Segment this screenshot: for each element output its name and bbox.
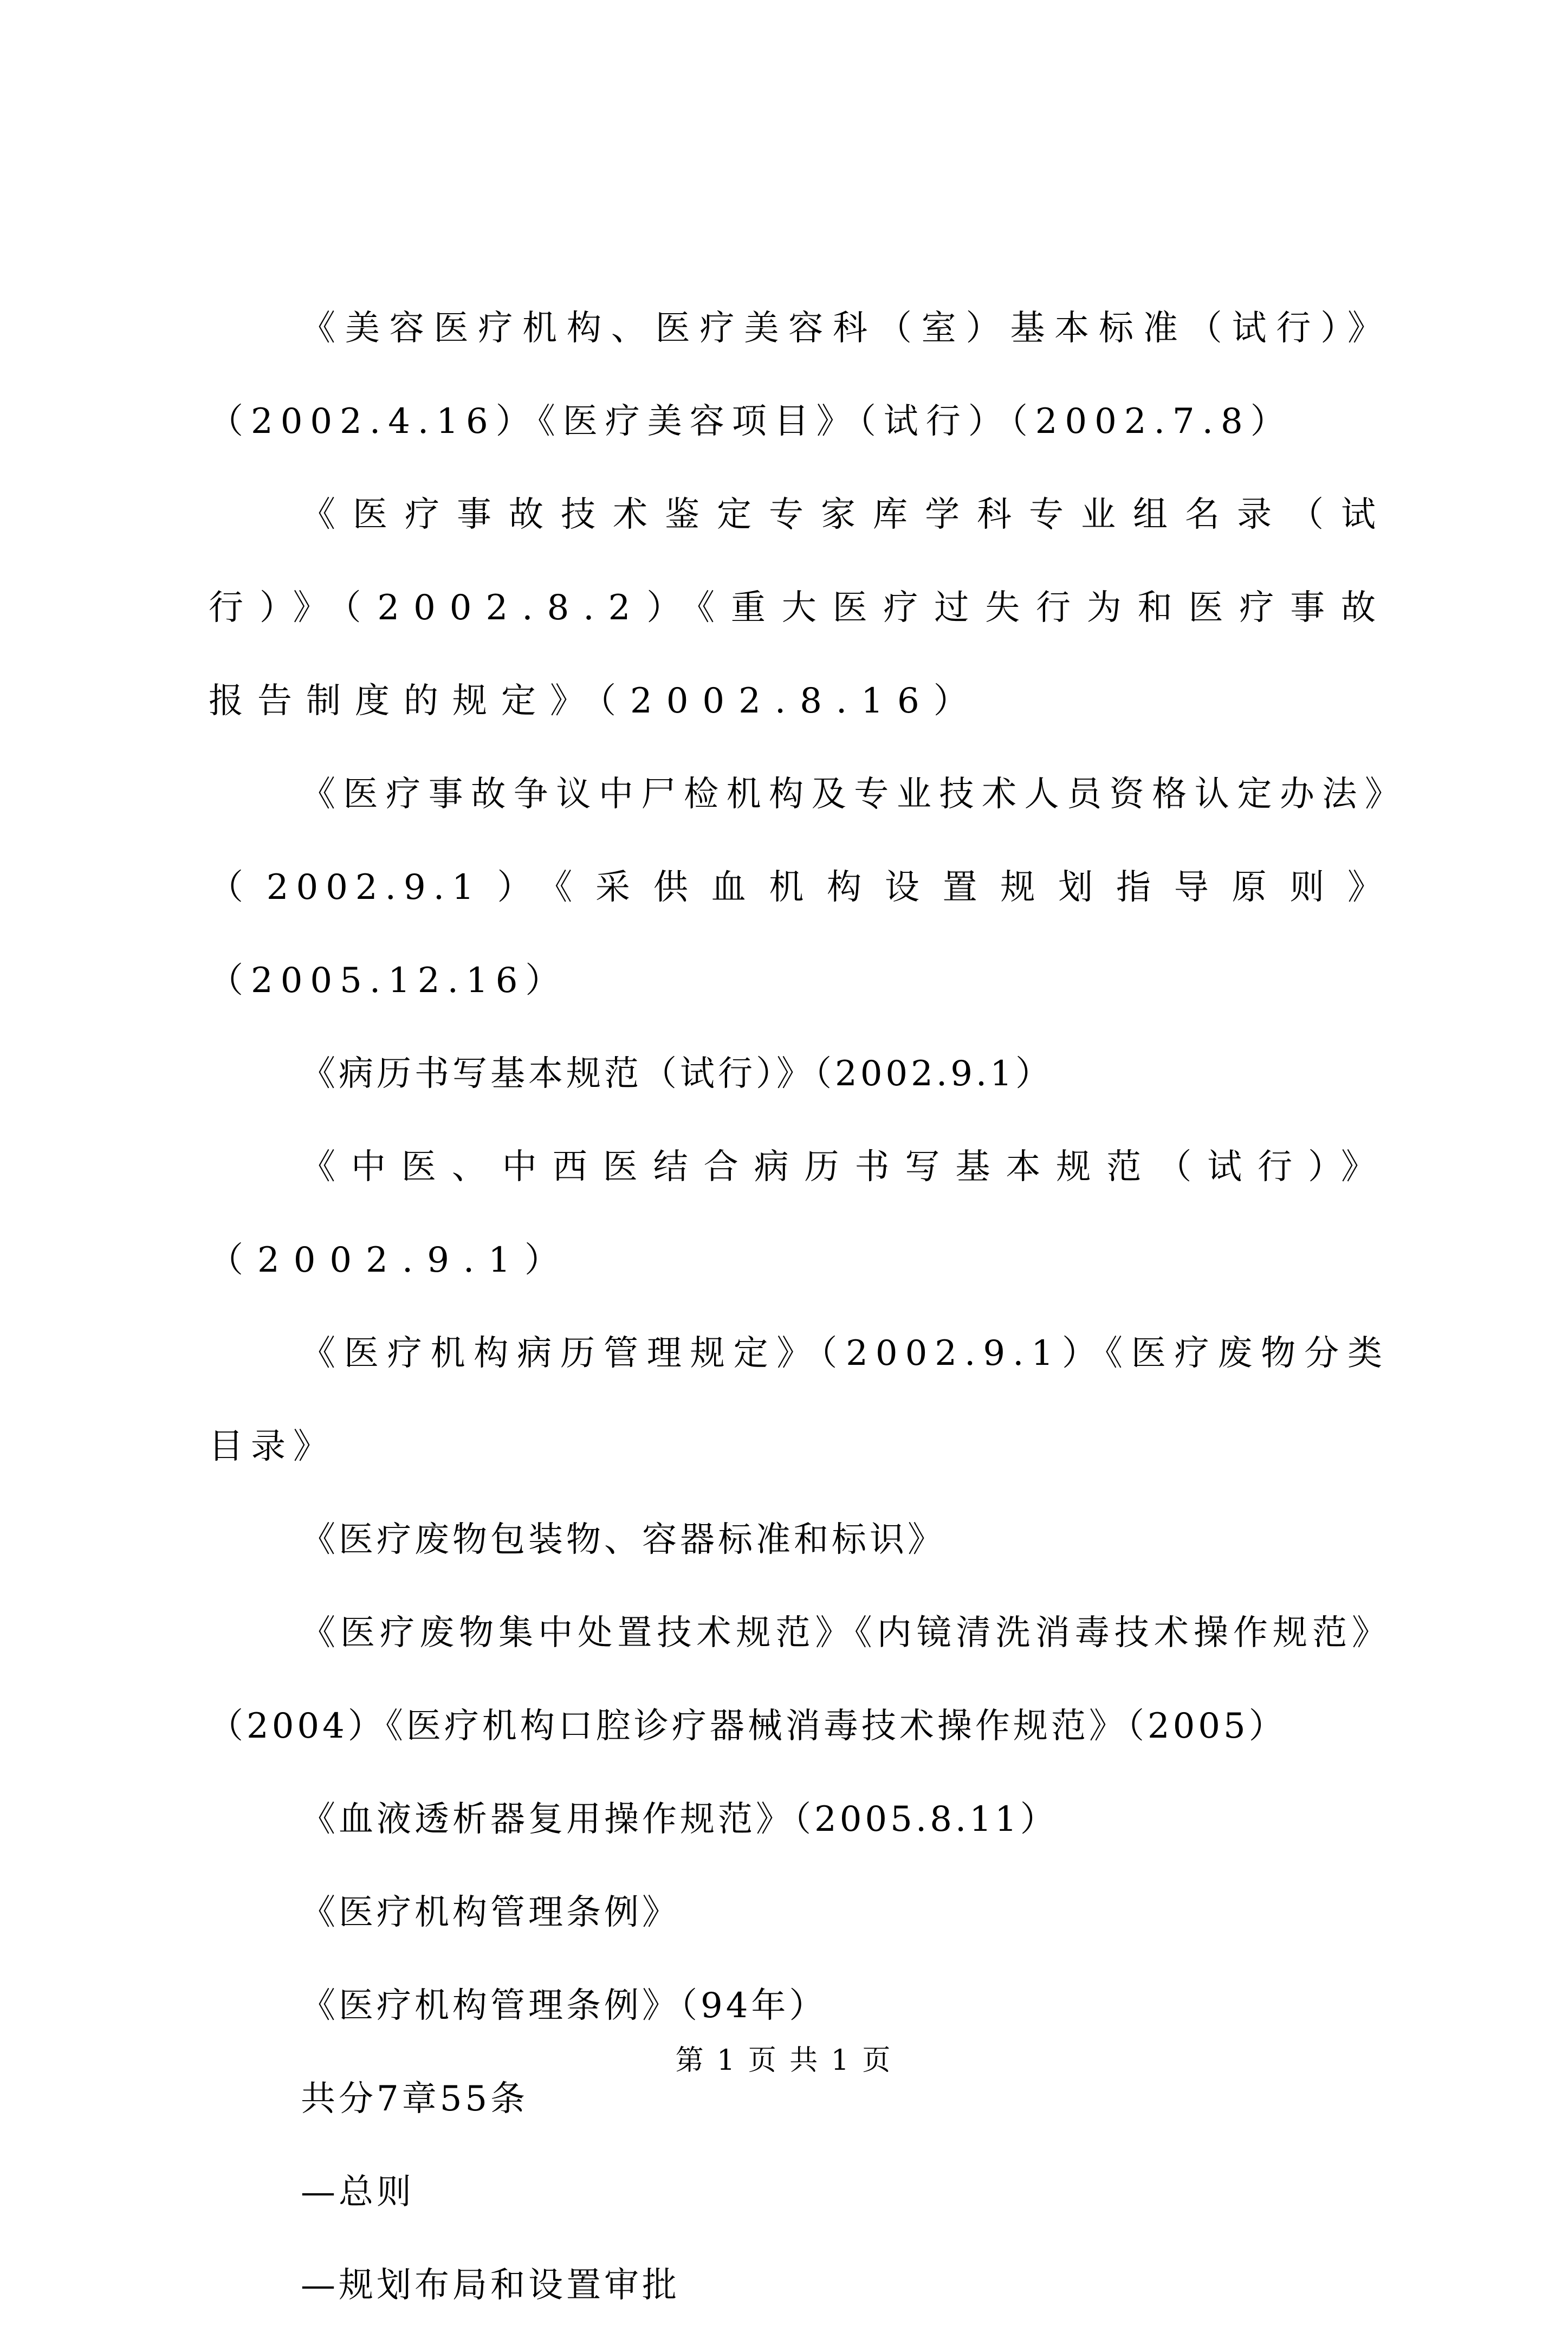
paragraph-3: 《医疗事故争议中尸检机构及专业技术人员资格认定办法》（2002.9.1）《采供血机构设置规划指导原则》（2005.12.16） <box>209 774 1390 1001</box>
paragraph-14: —规划布局和设置审批 <box>301 2265 680 2305</box>
paragraph-6: 《医疗机构病历管理规定》（2002.9.1）《医疗废物分类目录》 <box>209 1333 1390 1467</box>
paragraph-9: 《血液透析器复用操作规范》（2005.8.11） <box>301 1799 1058 1839</box>
document-body <box>209 282 1390 2332</box>
paragraph-10: 《医疗机构管理条例》 <box>301 1893 680 1933</box>
paragraph-11: 《医疗机构管理条例》（94年） <box>301 1986 827 2026</box>
paragraph-7: 《医疗废物包装物、容器标准和标识》 <box>301 1520 945 1560</box>
paragraph-2: 《医疗事故技术鉴定专家库学科专业组名录（试行）》（2002.8.2）《重大医疗过失行为和医疗事故报告制度的规定》（2002.8.16） <box>209 495 1390 721</box>
paragraph-1: 《美容医疗机构、医疗美容科（室）基本标准（试行）》（2002.4.16）《医疗美容项目》（试行）（2002.7.8） <box>209 308 1390 442</box>
paragraph-13: —总则 <box>301 2172 414 2212</box>
paragraph-4: 《病历书写基本规范（试行）》（2002.9.1） <box>301 1054 1053 1094</box>
page-number-footer: 第 1 页 共 1 页 <box>675 2044 893 2077</box>
paragraph-12: 共分7章55条 <box>301 2079 529 2119</box>
paragraph-8: 《医疗废物集中处置技术规范》《内镜清洗消毒技术操作规范》（2004）《医疗机构口腔诊疗器械消毒技术操作规范》（2005） <box>209 1613 1390 1746</box>
paragraph-5: 《中医、中西医结合病历书写基本规范（试行）》（2002.9.1） <box>209 1147 1390 1280</box>
